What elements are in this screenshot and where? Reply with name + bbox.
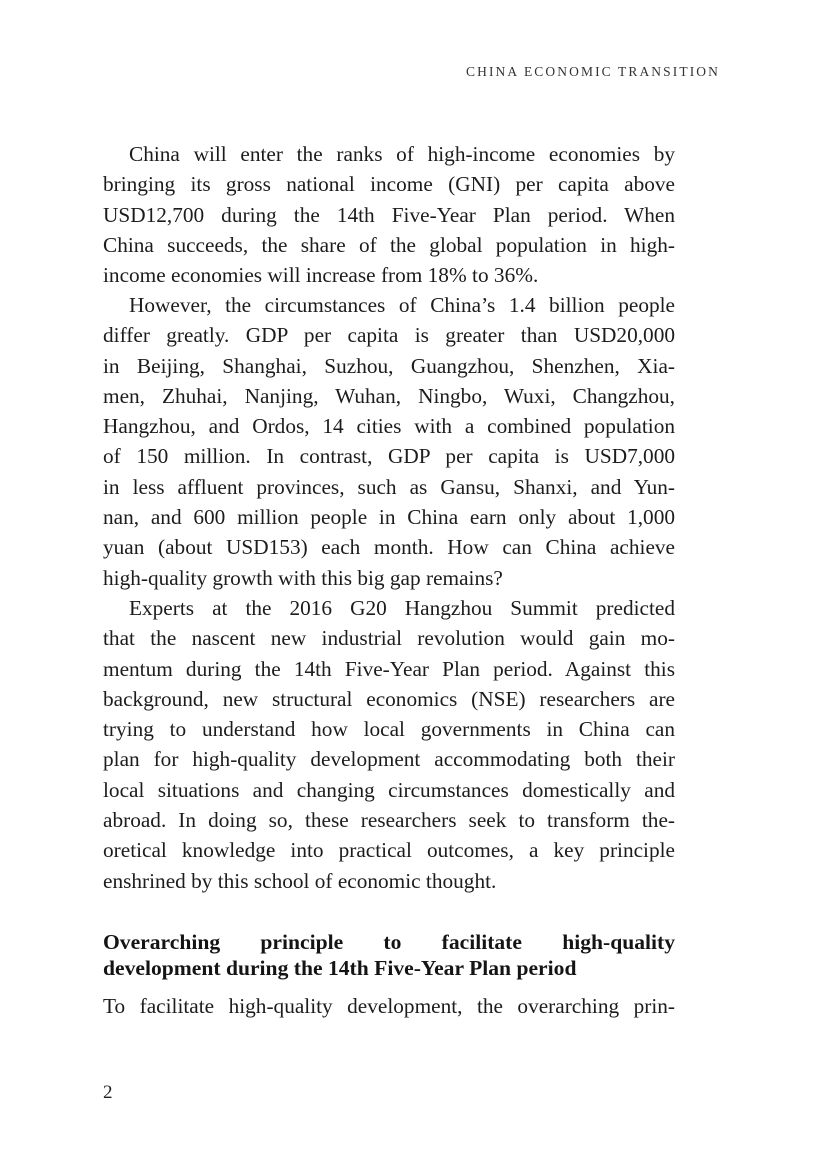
- text-line: trying to understand how local governments in China can: [103, 717, 675, 742]
- text-line: China succeeds, the share of the global population in high-: [103, 232, 675, 257]
- text-line: plan for high-quality development accommodating both their: [103, 747, 675, 772]
- text-line: in less affluent provinces, such as Gansu, Shanxi, and Yun-: [103, 474, 675, 499]
- text-line: Hangzhou, and Ordos, 14 cities with a combined population: [103, 414, 675, 439]
- text-line: of 150 million. In contrast, GDP per capita is USD7,000: [103, 444, 675, 469]
- text-line: USD12,700 during the 14th Five-Year Plan period. When: [103, 202, 675, 227]
- text-line: in Beijing, Shanghai, Suzhou, Guangzhou, Shenzhen, Xia-: [103, 353, 675, 378]
- paragraph-nse-research: [103, 593, 675, 896]
- text-line: men, Zhuhai, Nanjing, Wuhan, Ningbo, Wuxi, Changzhou,: [103, 383, 675, 408]
- text-line: abroad. In doing so, these researchers seek to transform the-: [103, 808, 675, 833]
- text-line: differ greatly. GDP per capita is greater than USD20,000: [103, 323, 675, 348]
- section-heading: [103, 929, 675, 981]
- text-line: bringing its gross national income (GNI) per capita above: [103, 172, 675, 197]
- heading-line: development during the 14th Five-Year Plan period: [103, 956, 577, 980]
- text-line: However, the circumstances of China’s 1.4 billion people: [129, 293, 675, 317]
- text-line: Experts at the 2016 G20 Hangzhou Summit predicted: [129, 596, 675, 620]
- text-line: enshrined by this school of economic thought.: [103, 868, 497, 893]
- text-line: mentum during the 14th Five-Year Plan period. Against this: [103, 656, 675, 681]
- page-number: 2: [103, 1082, 113, 1103]
- text-line: income economies will increase from 18% to 36%.: [103, 263, 539, 288]
- text-line: yuan (about USD153) each month. How can China achieve: [103, 535, 675, 560]
- text-line: local situations and changing circumstances domestically and: [103, 777, 675, 802]
- text-line: that the nascent new industrial revolution would gain mo-: [103, 626, 675, 651]
- text-line: China will enter the ranks of high-income economies by: [129, 142, 675, 166]
- paragraph-gni-threshold: [103, 139, 675, 290]
- paragraph-regional-gap: [103, 290, 675, 593]
- text-line: high-quality growth with this big gap remains?: [103, 565, 503, 590]
- text-line: To facilitate high-quality development, the overarching prin-: [103, 994, 675, 1018]
- text-line: background, new structural economics (NSE) researchers are: [103, 686, 675, 711]
- running-head: CHINA ECONOMIC TRANSITION: [465, 64, 720, 79]
- text-line: oretical knowledge into practical outcomes, a key principle: [103, 838, 675, 863]
- paragraph-section-intro: [103, 991, 675, 1021]
- heading-line: Overarching principle to facilitate high-quality: [103, 930, 675, 954]
- text-line: nan, and 600 million people in China earn only about 1,000: [103, 505, 675, 530]
